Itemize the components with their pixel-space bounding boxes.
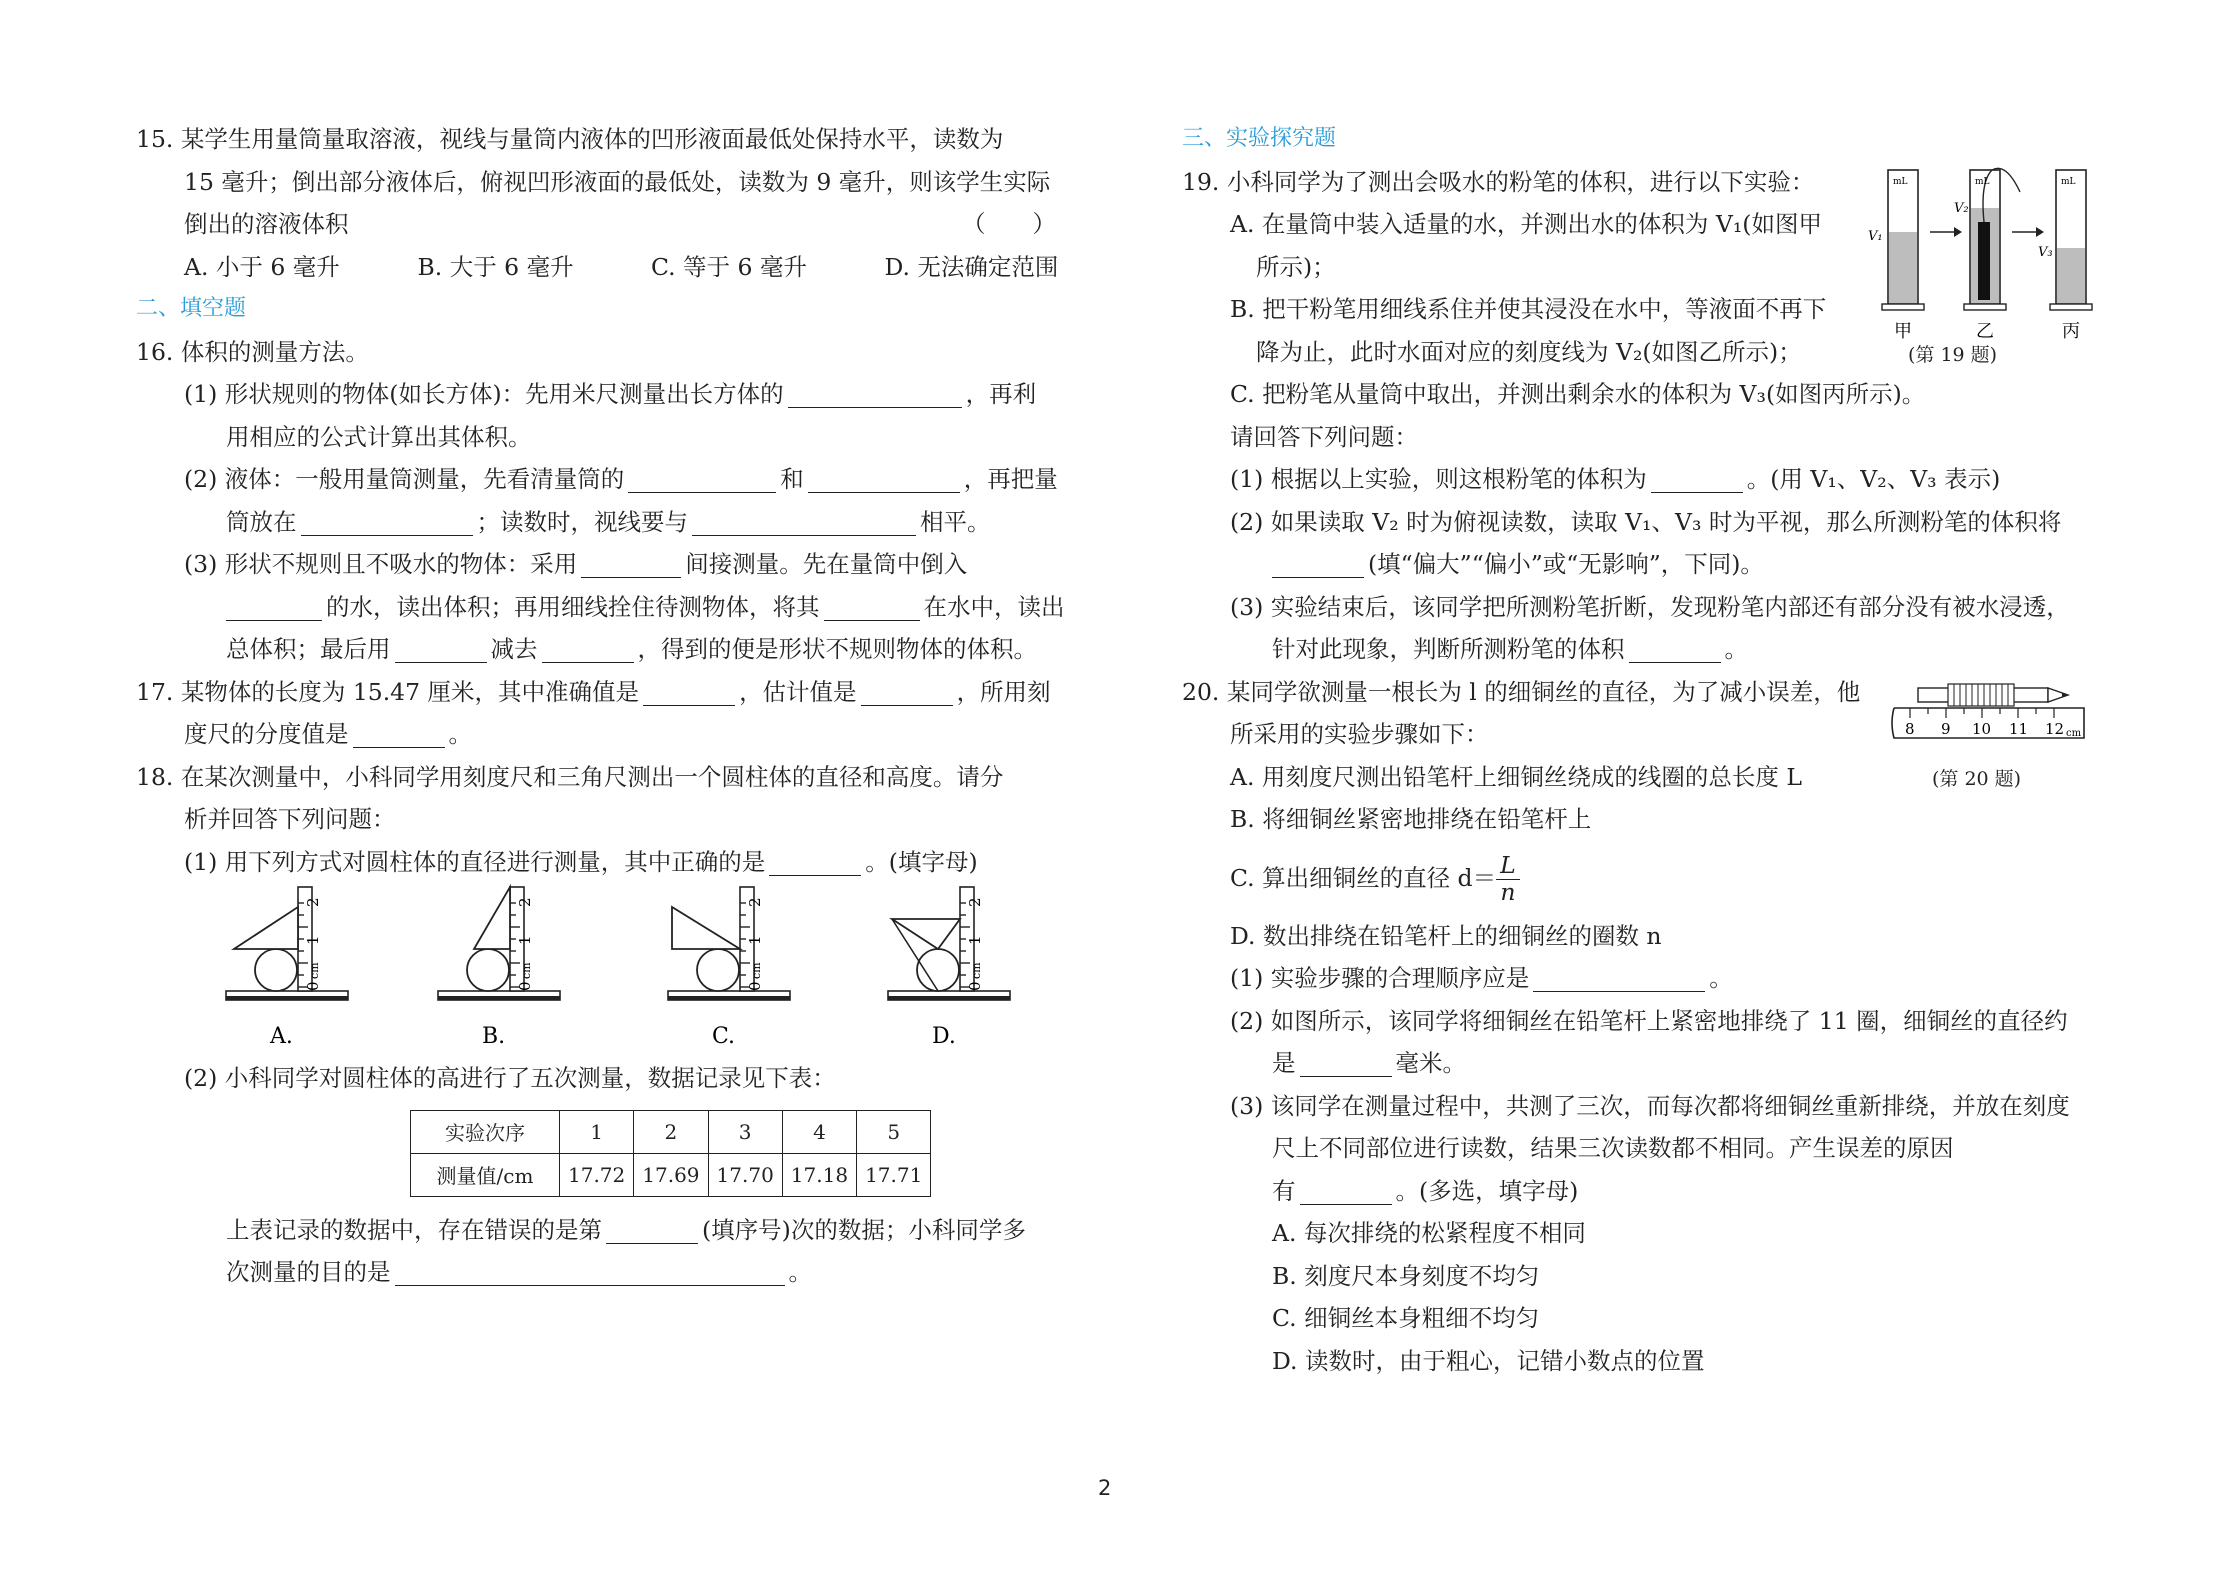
q16-p1-line2: 用相应的公式计算出其体积。: [226, 422, 532, 451]
q18-line1: 18. 在某次测量中，小科同学用刻度尺和三角尺测出一个圆柱体的直径和高度。请分: [136, 762, 1004, 791]
copper-coil: [1948, 684, 2014, 706]
q19-a-line2: 所示)；: [1256, 252, 1336, 281]
label-jia: 甲: [1894, 321, 1912, 342]
q20-p1-blank[interactable]: [1533, 965, 1705, 992]
q16-p2-text-d: 筒放在: [226, 507, 297, 536]
fig-a-tick-0: 0: [304, 981, 322, 991]
q20-p1-text-a: 实验步骤的合理顺序应是: [1270, 964, 1530, 992]
q15-option-c[interactable]: C. 等于 6 毫升: [650, 252, 807, 281]
q19-p1-label: (1): [1230, 465, 1264, 493]
q17-blank2[interactable]: [861, 679, 953, 706]
q18-after-text-b: (填序号)次的数据；小科同学多: [702, 1215, 1026, 1244]
q20-p3-line3: [1182, 1170, 2102, 1213]
table-row: [411, 1110, 931, 1153]
q19-p3-blank[interactable]: [1629, 636, 1721, 663]
fig-c-tick-0: 0: [746, 981, 764, 991]
q20-line1: 20. 某同学欲测量一根长为 l 的细铜丝的直径，为了减小误差，他: [1182, 677, 1861, 706]
figure-d[interactable]: [888, 887, 1010, 1000]
q18-table-wrap: [136, 1110, 1056, 1197]
q16-p2-blank4[interactable]: [692, 509, 916, 536]
q19-p3-line2: [1182, 628, 2102, 671]
q19-c-line: C. 把粉笔从量筒中取出，并测出剩余水的体积为 V₃(如图丙所示)。: [1230, 380, 1926, 408]
fig-d-tick-0: 0: [966, 981, 984, 991]
fig-b-tick-2: 2: [516, 897, 534, 907]
q19-p3-text-c: 。: [1724, 635, 1748, 663]
q16-p3-line2: [136, 586, 1065, 629]
unit-jia: mL: [1893, 177, 1908, 187]
q15-option-d[interactable]: D. 无法确定范围: [884, 252, 1059, 281]
fig-label-b: B.: [482, 1024, 506, 1049]
q20-line2: 所采用的实验步骤如下：: [1230, 720, 1489, 748]
q20-p2-line1: [1182, 1000, 2102, 1043]
q18-after-line1: [136, 1209, 1056, 1252]
ruler-unit: cm: [2066, 728, 2082, 739]
label-bing: 丙: [2062, 321, 2080, 342]
q17-line1: [136, 671, 1056, 714]
q16-p3-blank4[interactable]: [395, 636, 487, 663]
q19-figure: [1868, 162, 2100, 362]
q20-figure: [1888, 680, 2098, 760]
v1-label: V₁: [1868, 229, 1883, 244]
fig-b-unit: cm: [520, 962, 533, 979]
fig-c-tick-2: 2: [746, 897, 764, 907]
table-cell: 17.69: [634, 1153, 708, 1196]
q20-option-c[interactable]: C. 细铜丝本身粗细不均匀: [1272, 1304, 1540, 1332]
q18-after-text-c: 次测量的目的是: [226, 1258, 391, 1286]
unit-yi: mL: [1975, 177, 1990, 187]
fig-a-unit: cm: [308, 962, 321, 979]
table-cell: 1: [560, 1110, 634, 1153]
q16-p2-text-f: 相平。: [920, 507, 991, 536]
ruler-tick-9: 9: [1941, 720, 1951, 738]
unit-bing: mL: [2061, 177, 2076, 187]
fig-c-tick-1: 1: [746, 935, 764, 945]
q20-p3-label: (3): [1230, 1091, 1264, 1120]
q16-p3-line3: [136, 628, 1056, 671]
q17-text-b: ，估计值是: [739, 677, 857, 706]
q20-fraction: [1496, 850, 1520, 906]
table-cell: 5: [857, 1110, 931, 1153]
q18-after-text-a: 上表记录的数据中，存在错误的是第: [226, 1215, 602, 1244]
q20-p2-blank[interactable]: [1300, 1050, 1392, 1077]
q18-figures: [136, 883, 1056, 1053]
ruler-tick-11: 11: [2009, 720, 2029, 738]
q16-p2-line1: [136, 458, 1056, 501]
q17-text-c: ，所用刻: [956, 677, 1051, 706]
q18-after-line2: [136, 1251, 1056, 1294]
q19-p2-blank[interactable]: [1272, 551, 1364, 578]
q20-p1: [1182, 957, 2102, 1000]
label-yi: 乙: [1976, 321, 1994, 342]
q18-p1-text-b: 。(填字母): [865, 847, 978, 876]
v3-label: V₃: [2038, 245, 2053, 260]
table-cell: 4: [782, 1110, 856, 1153]
left-column: [136, 118, 1065, 1294]
q16-p2-label: (2): [184, 465, 218, 493]
table-row: [411, 1153, 931, 1196]
q17-blank3[interactable]: [353, 721, 445, 748]
q18-p2: [136, 1057, 1056, 1100]
q16-p3-blank1[interactable]: [581, 551, 681, 578]
figure-b[interactable]: [438, 887, 560, 1000]
table-cell: 17.18: [782, 1153, 856, 1196]
table-cell: 17.72: [560, 1153, 634, 1196]
fig-label-d: D.: [932, 1024, 956, 1049]
q20-p2-label: (2): [1230, 1006, 1264, 1035]
q19-p3-line1: [1182, 586, 2102, 629]
q16-p3-blank2[interactable]: [226, 594, 322, 621]
q18-figure-svg: [136, 883, 1056, 1053]
q20-p3-text-a: 该同学在测量过程中，共测了三次，而每次都将细铜丝重新排绕，并放在刻度: [1270, 1091, 2070, 1120]
q16-p3-text-c: 的水，读出体积；再用细线拴住待测物体，将其: [326, 592, 820, 621]
q19-p3-label: (3): [1230, 592, 1264, 621]
q18-line2: 析并回答下列问题：: [184, 805, 396, 833]
q20-p3-line2: 尺上不同部位进行读数，结果三次读数都不相同。产生误差的原因: [1272, 1134, 1954, 1162]
q18-p1-label: (1): [184, 847, 218, 876]
page-number: 2: [1098, 1476, 1112, 1500]
q20-p2-text-a: 如图所示，该同学将细铜丝在铅笔杆上紧密地排绕了 11 圈，细铜丝的直径约: [1270, 1006, 2068, 1035]
q20-frac-num: L: [1496, 853, 1520, 880]
q18-data-table: [410, 1110, 931, 1197]
q19-p2-text-a: 如果读取 V₂ 时为俯视读数，读取 V₁、V₃ 时为平视，那么所测粉笔的体积将: [1270, 507, 2062, 536]
q20-p2-text-c: 毫米。: [1395, 1049, 1466, 1077]
q19-caption: (第 19 题): [1908, 344, 1998, 366]
q20-step-c-text: C. 算出细铜丝的直径 d＝: [1230, 863, 1497, 892]
ruler-tick-12: 12: [2045, 720, 2065, 738]
fig-a-tick-2: 2: [304, 897, 322, 907]
q19-p2-text-b: (填“偏大”“偏小”或“无影响”，下同)。: [1368, 550, 1764, 578]
q17-text-e: 。: [448, 720, 472, 748]
q15-option-b[interactable]: B. 大于 6 毫升: [417, 252, 574, 281]
q19-a-line1: A. 在量筒中装入适量的水，并测出水的体积为 V₁(如图甲: [1230, 210, 1822, 238]
q20-p1-text-b: 。: [1709, 964, 1733, 992]
q19-b-line1: B. 把干粉笔用细线系住并使其浸没在水中，等液面不再下: [1230, 295, 1827, 323]
q20-p1-label: (1): [1230, 964, 1264, 992]
q20-option-b[interactable]: B. 刻度尺本身刻度不均匀: [1272, 1261, 1540, 1290]
ruler-tick-10: 10: [1972, 720, 1992, 738]
q16-p2-text-e: ；读数时，视线要与: [476, 507, 688, 536]
table-cell: 2: [634, 1110, 708, 1153]
q15-line3: [136, 203, 1056, 246]
q18-p1: [136, 841, 1056, 884]
q16-p2-line2: [136, 501, 1056, 544]
q20-caption: (第 20 题): [1932, 768, 2022, 790]
q18-p2-label: (2): [184, 1064, 218, 1092]
q17-blank1[interactable]: [643, 679, 735, 706]
q16-p3-text-f: 减去: [490, 635, 538, 663]
fig-label-c: C.: [712, 1024, 736, 1049]
q18-p1-text-a: 用下列方式对圆柱体的直径进行测量，其中正确的是: [224, 847, 766, 876]
q16-p1-blank[interactable]: [788, 381, 962, 408]
fig-d-unit: cm: [970, 962, 983, 979]
table-head-trial: 实验次序: [411, 1110, 560, 1153]
figure-a[interactable]: [226, 887, 348, 1000]
table-cell: 17.71: [857, 1153, 931, 1196]
q16-p3-text-b: 间接测量。先在量筒中倒入: [685, 550, 968, 578]
cylinder-yi: [1954, 168, 2020, 310]
q20-p2-line2: [1182, 1042, 2102, 1085]
q16-p3-blank5[interactable]: [542, 636, 634, 663]
q16-p2-text-a: 液体：一般用量筒测量，先看清量筒的: [224, 465, 625, 493]
q15-option-a[interactable]: A. 小于 6 毫升: [184, 252, 340, 281]
fig-d-tick-2: 2: [966, 897, 984, 907]
q19-p1-blank[interactable]: [1651, 466, 1743, 493]
q20-step-c: [1182, 841, 2102, 915]
fig-d-tick-1: 1: [966, 935, 984, 945]
q16-p2-text-c: ，再把量: [963, 465, 1058, 493]
q18-blank-purpose[interactable]: [395, 1259, 785, 1286]
fig-b-tick-0: 0: [516, 981, 534, 991]
q20-p3-text-d: 。(多选，填字母): [1395, 1176, 1579, 1205]
q19-stem: 19. 小科同学为了测出会吸水的粉笔的体积，进行以下实验：: [1182, 167, 1815, 196]
q18-p1-blank[interactable]: [769, 849, 861, 876]
q20-option-a[interactable]: A. 每次排绕的松紧程度不相同: [1272, 1219, 1586, 1247]
q18-p2-text: 小科同学对圆柱体的高进行了五次测量，数据记录见下表：: [224, 1064, 836, 1092]
fig-b-tick-1: 1: [516, 935, 534, 945]
q15-options: [136, 246, 1059, 289]
q15-line3-text: 倒出的溶液体积: [184, 210, 349, 238]
q19-p2-label: (2): [1230, 507, 1264, 536]
q19-p1-text-a: 根据以上实验，则这根粉笔的体积为: [1270, 465, 1647, 493]
ruler-tick-8: 8: [1905, 720, 1915, 738]
q19-p1-text-b: 。(用 V₁、V₂、V₃ 表示): [1746, 465, 2001, 493]
q19-b-line2: 降为止，此时水面对应的刻度线为 V₂(如图乙所示)；: [1256, 337, 1802, 366]
q16-p1-label: (1): [184, 380, 218, 408]
q18-after-text-d: 。: [788, 1258, 812, 1286]
fig-label-a: A.: [270, 1024, 293, 1049]
q16-p3-text-g: ，得到的便是形状不规则物体的体积。: [637, 635, 1037, 663]
q19-p3-text-a: 实验结束后，该同学把所测粉笔折断，发现粉笔内部还有部分没有被水浸透，: [1270, 592, 2070, 621]
q16-p3-line1: [136, 543, 1056, 586]
section3-title: 三、实验探究题: [1182, 126, 1337, 151]
q19-ask: 请回答下列问题：: [1230, 422, 1418, 451]
q16-p1-line1: [136, 373, 1056, 416]
q17-text-d: 度尺的分度值是: [184, 720, 349, 748]
q16-p1-text-a: 形状规则的物体(如长方体)：先用米尺测量出长方体的: [224, 380, 784, 408]
figure-c[interactable]: [668, 887, 790, 1000]
q20-option-d[interactable]: D. 读数时，由于粗心，记错小数点的位置: [1272, 1346, 1705, 1375]
q20-p3-line1: [1182, 1085, 2102, 1128]
q20-p3-blank[interactable]: [1300, 1178, 1392, 1205]
q15-line1: 15. 某学生用量筒量取溶液，视线与量筒内液体的凹形液面最低处保持水平，读数为: [136, 125, 1004, 153]
fig-a-tick-1: 1: [304, 935, 322, 945]
q16-p3-blank3[interactable]: [824, 594, 920, 621]
q16-p3-label: (3): [184, 550, 218, 578]
q20-step-d: D. 数出排绕在铅笔杆上的细铜丝的圈数 n: [1230, 921, 1662, 950]
q17-line2: [136, 713, 1056, 756]
q16-p3-text-d: 在水中，读出: [923, 592, 1065, 621]
v2-label: V₂: [1954, 201, 1969, 216]
table-cell: 3: [708, 1110, 782, 1153]
q15-answer-paren[interactable]: （ ）: [962, 210, 1056, 238]
q19-p1: [1182, 458, 2102, 501]
q16-p2-blank2[interactable]: [808, 466, 960, 493]
q16-p2-blank1[interactable]: [628, 466, 776, 493]
table-cell: 17.70: [708, 1153, 782, 1196]
q18-blank-trial[interactable]: [606, 1217, 698, 1244]
fig-c-unit: cm: [750, 962, 763, 979]
cylinder-bing: [2038, 170, 2092, 310]
q20-p3-text-c: 有: [1272, 1176, 1296, 1205]
q16-p3-text-e: 总体积；最后用: [226, 635, 391, 663]
q20-step-b: B. 将细铜丝紧密地排绕在铅笔杆上: [1230, 805, 1592, 833]
q16-p3-text-a: 形状不规则且不吸水的物体：采用: [224, 550, 578, 578]
q19-p2-line2: [1182, 543, 2102, 586]
q16-p1-text-b: ，再利: [965, 380, 1037, 408]
section2-title: 二、填空题: [136, 296, 247, 321]
q17-text-a: 17. 某物体的长度为 15.47 厘米，其中准确值是: [136, 677, 640, 706]
q20-frac-den: n: [1500, 877, 1516, 906]
q20-step-a: A. 用刻度尺测出铅笔杆上细铜丝绕成的线圈的总长度 L: [1230, 762, 1802, 791]
q15-line2: 15 毫升；倒出部分液体后，俯视凹形液面的最低处，读数为 9 毫升，则该学生实际: [184, 167, 1051, 196]
q19-p2-line1: [1182, 501, 2102, 544]
q20-p2-text-b: 是: [1272, 1049, 1296, 1077]
q16-p2-text-b: 和: [780, 465, 804, 493]
q16-stem: 16. 体积的测量方法。: [136, 337, 369, 366]
q19-p3-text-b: 针对此现象，判断所测粉笔的体积: [1272, 635, 1625, 663]
q16-p2-blank3[interactable]: [301, 509, 473, 536]
table-head-value: 测量值/cm: [411, 1153, 560, 1196]
